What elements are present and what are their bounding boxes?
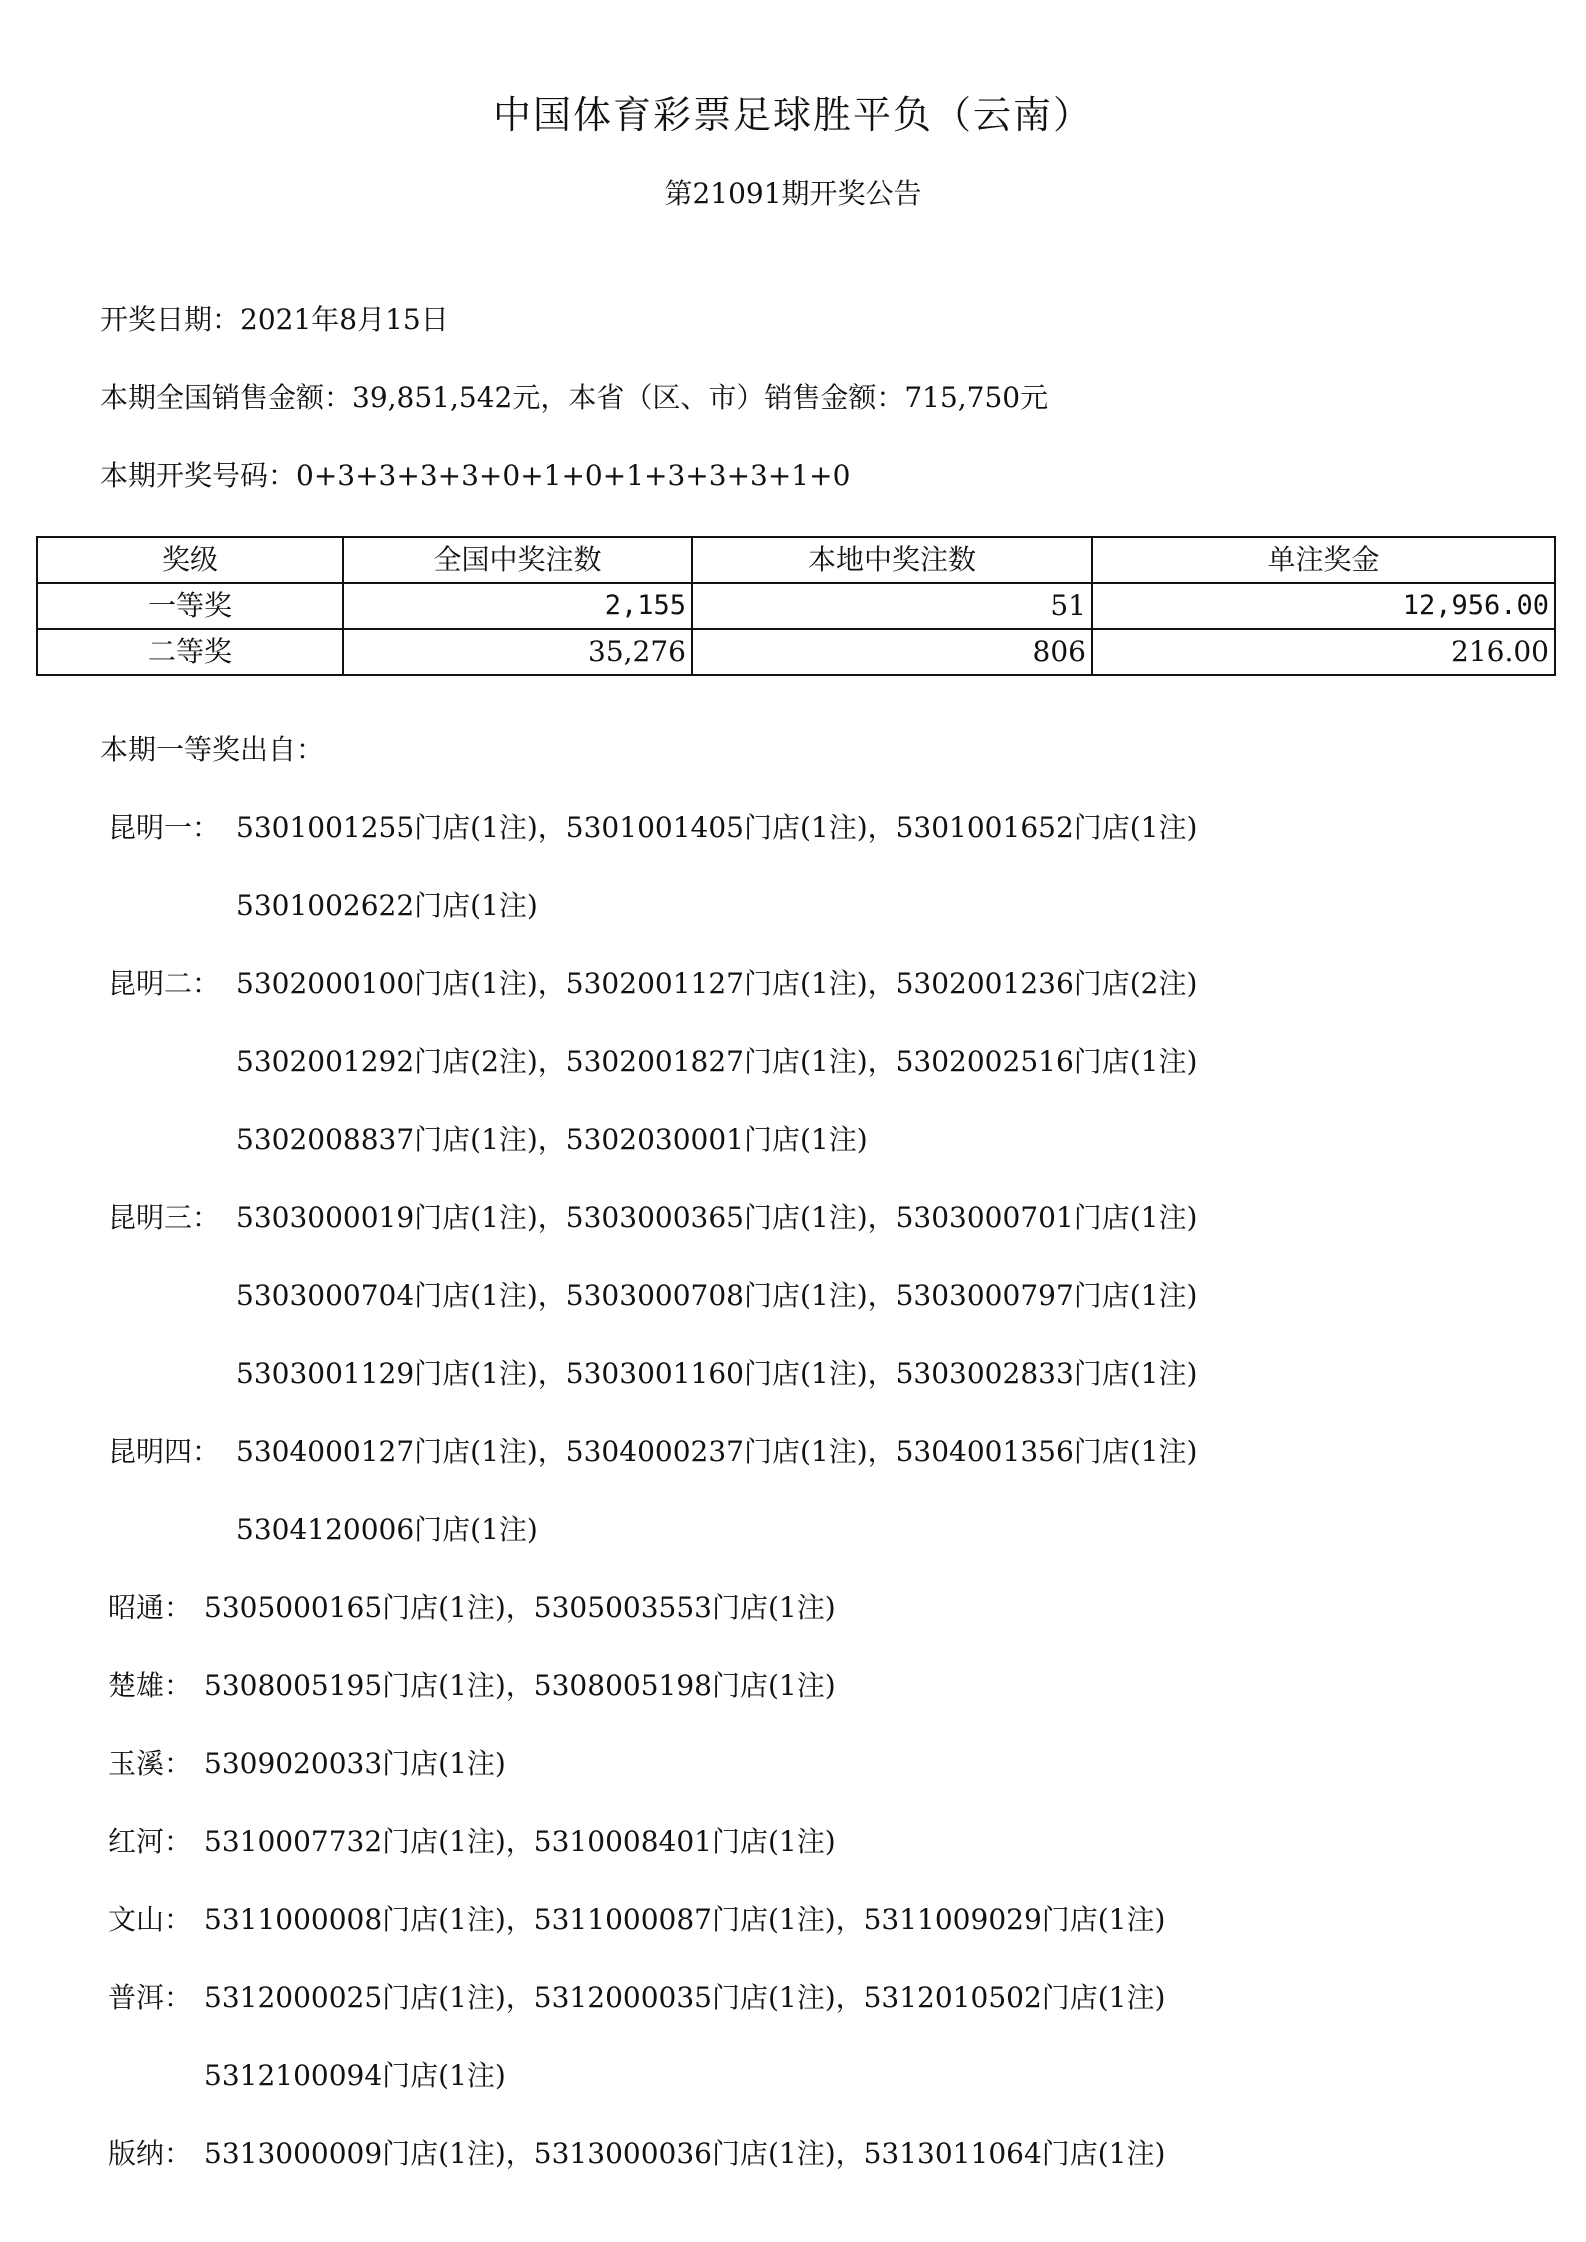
store-line: 5301002622门店(1注) <box>236 889 538 922</box>
store-line: 5312100094门店(1注) <box>204 2059 506 2092</box>
store-line: 5304000127门店(1注)，5304000237门店(1注)，5304001356门店(1注) <box>236 1435 1198 1468</box>
prize-amount: 12,956.00 <box>1092 583 1555 629</box>
national-count: 35,276 <box>343 629 692 675</box>
draw-date: 开奖日期：2021年8月15日 <box>100 303 449 336</box>
draw-numbers: 本期开奖号码：0+3+3+3+3+0+1+0+1+3+3+3+1+0 <box>100 459 851 492</box>
region-name: 玉溪： <box>108 1747 193 1780</box>
region-name: 楚雄： <box>108 1669 193 1702</box>
header-national-count: 全国中奖注数 <box>343 537 692 583</box>
store-line: 5302000100门店(1注)，5302001127门店(1注)，5302001236门店(2注) <box>236 967 1198 1000</box>
store-line: 5301001255门店(1注)，5301001405门店(1注)，5301001652门店(1注) <box>236 811 1198 844</box>
page-title: 中国体育彩票足球胜平负（云南） <box>492 93 1093 137</box>
store-line: 5309020033门店(1注) <box>204 1747 506 1780</box>
table-header-row <box>37 537 1555 583</box>
store-line: 5313000009门店(1注)，5313000036门店(1注)，5313011064门店(1注) <box>204 2137 1166 2170</box>
page-subtitle: 第21091期开奖公告 <box>664 177 922 210</box>
region-name: 版纳： <box>108 2137 193 2170</box>
store-line: 5302001292门店(2注)，5302001827门店(1注)，5302002516门店(1注) <box>236 1045 1198 1078</box>
store-line: 5303000019门店(1注)，5303000365门店(1注)，5303000701门店(1注) <box>236 1201 1198 1234</box>
region-name: 昆明四： <box>108 1435 221 1468</box>
prize-table <box>36 536 1556 676</box>
header-local-count: 本地中奖注数 <box>692 537 1092 583</box>
table-row <box>37 629 1555 675</box>
winners-heading: 本期一等奖出自： <box>100 733 325 766</box>
store-line: 5312000025门店(1注)，5312000035门店(1注)，5312010502门店(1注) <box>204 1981 1166 2014</box>
region-name: 红河： <box>108 1825 193 1858</box>
region-name: 文山： <box>108 1903 193 1936</box>
prize-amount: 216.00 <box>1092 629 1555 675</box>
region-name: 昭通： <box>108 1591 193 1624</box>
header-prize-amount: 单注奖金 <box>1092 537 1555 583</box>
store-line: 5305000165门店(1注)，5305003553门店(1注) <box>204 1591 836 1624</box>
store-line: 5302008837门店(1注)，5302030001门店(1注) <box>236 1123 868 1156</box>
store-line: 5303000704门店(1注)，5303000708门店(1注)，5303000797门店(1注) <box>236 1279 1198 1312</box>
region-name: 普洱： <box>108 1981 193 2014</box>
table-row <box>37 583 1555 629</box>
store-line: 5303001129门店(1注)，5303001160门店(1注)，5303002833门店(1注) <box>236 1357 1198 1390</box>
prize-level: 一等奖 <box>37 583 343 629</box>
national-count: 2,155 <box>343 583 692 629</box>
sales-amount: 本期全国销售金额：39,851,542元，本省（区、市）销售金额：715,750元 <box>100 381 1049 414</box>
store-line: 5308005195门店(1注)，5308005198门店(1注) <box>204 1669 836 1702</box>
local-count: 806 <box>692 629 1092 675</box>
region-name: 昆明三： <box>108 1201 221 1234</box>
region-name: 昆明一： <box>108 811 221 844</box>
prize-level: 二等奖 <box>37 629 343 675</box>
region-name: 昆明二： <box>108 967 221 1000</box>
header-prize-level: 奖级 <box>37 537 343 583</box>
store-line: 5311000008门店(1注)，5311000087门店(1注)，5311009029门店(1注) <box>204 1903 1166 1936</box>
local-count: 51 <box>692 583 1092 629</box>
store-line: 5304120006门店(1注) <box>236 1513 538 1546</box>
store-line: 5310007732门店(1注)，5310008401门店(1注) <box>204 1825 836 1858</box>
